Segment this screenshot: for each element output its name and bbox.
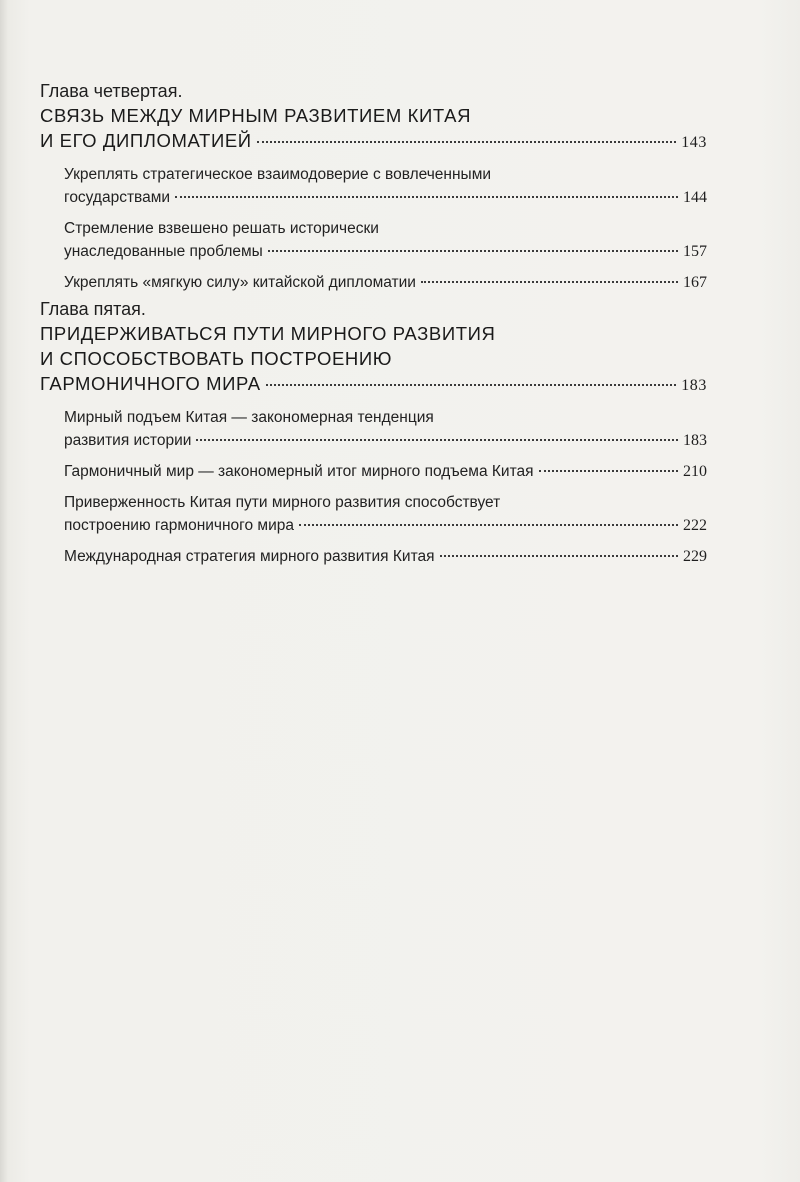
dot-leader xyxy=(421,281,678,283)
chapter-title-entry[interactable] xyxy=(40,371,707,398)
section-title-line: Стремление взвешено решать исторически xyxy=(64,220,379,237)
toc-section[interactable] xyxy=(64,217,707,263)
table-of-contents xyxy=(40,80,707,568)
page-number: 157 xyxy=(683,243,707,260)
chapter-five xyxy=(40,298,707,568)
chapter-label: Глава пятая. xyxy=(40,299,146,319)
page-number: 183 xyxy=(681,377,707,394)
page-number: 229 xyxy=(683,548,707,565)
toc-section[interactable] xyxy=(64,406,707,452)
page-number: 167 xyxy=(683,274,707,291)
page-number: 183 xyxy=(683,432,707,449)
dot-leader xyxy=(196,439,678,441)
chapter-title-entry[interactable] xyxy=(40,128,707,155)
chapter-label: Глава четвертая. xyxy=(40,81,183,101)
dot-leader xyxy=(440,555,678,557)
page-number: 210 xyxy=(683,463,707,480)
dot-leader xyxy=(175,196,678,198)
toc-section[interactable] xyxy=(64,271,707,294)
section-title-line: Укреплять стратегическое взаимодоверие с вовлеченными xyxy=(64,166,492,183)
chapter-title-line: ГАРМОНИЧНОГО МИРА xyxy=(40,373,261,394)
section-title-line: Укреплять «мягкую силу» китайской дипломатии xyxy=(64,274,416,291)
chapter-title-line: И СПОСОБСТВОВАТЬ ПОСТРОЕНИЮ xyxy=(40,348,393,369)
section-title-line: Международная стратегия мирного развития Китая xyxy=(64,548,435,565)
dot-leader xyxy=(268,250,678,252)
toc-section[interactable] xyxy=(64,460,707,483)
toc-section[interactable] xyxy=(64,491,707,537)
section-title-line: построению гармоничного мира xyxy=(64,517,294,534)
page-number: 222 xyxy=(683,517,707,534)
chapter-title-line: И ЕГО ДИПЛОМАТИЕЙ xyxy=(40,130,252,151)
section-title-line: развития истории xyxy=(64,432,192,449)
toc-section[interactable] xyxy=(64,545,707,568)
section-title-line: унаследованные проблемы xyxy=(64,243,263,260)
page-number: 144 xyxy=(683,189,707,206)
section-title-line: Гармоничный мир — закономерный итог мирного подъема Китая xyxy=(64,463,534,480)
dot-leader xyxy=(539,470,678,472)
section-title-line: государствами xyxy=(64,189,171,206)
dot-leader xyxy=(266,384,677,386)
page-number: 143 xyxy=(681,134,707,151)
chapter-title-line: СВЯЗЬ МЕЖДУ МИРНЫМ РАЗВИТИЕМ КИТАЯ xyxy=(40,105,472,126)
chapter-four xyxy=(40,80,707,294)
chapter-title-line: ПРИДЕРЖИВАТЬСЯ ПУТИ МИРНОГО РАЗВИТИЯ xyxy=(40,323,496,344)
dot-leader xyxy=(257,141,677,143)
section-title-line: Приверженность Китая пути мирного развития способствует xyxy=(64,494,501,511)
section-title-line: Мирный подъем Китая — закономерная тенденция xyxy=(64,409,434,426)
dot-leader xyxy=(299,524,678,526)
toc-section[interactable] xyxy=(64,163,707,209)
